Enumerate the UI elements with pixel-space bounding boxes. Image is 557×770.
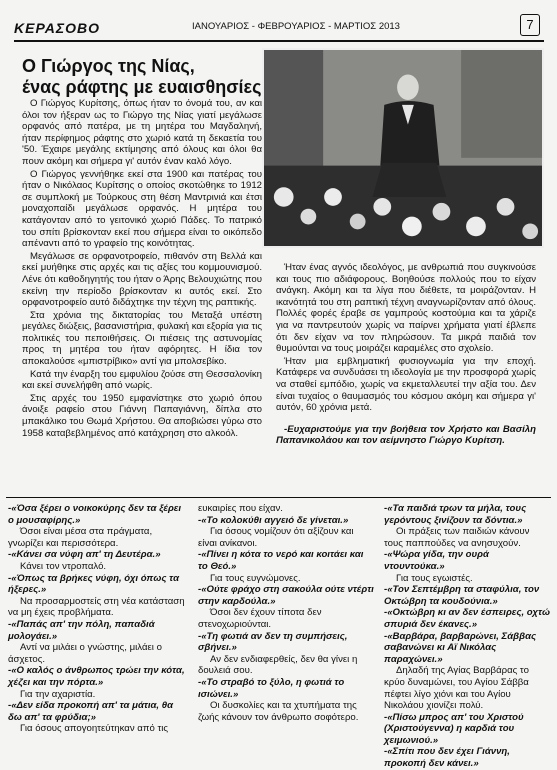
saying-explanation: Αντί να μιλάει ο γνώστης, μιλάει ο άσχετος. (8, 642, 162, 665)
saying-text: -«Δεν είδα προκοπή απ' τα μάτια, θα δω απ' τα φρύδια;» (8, 700, 174, 723)
saying-explanation: Για τους εγωιστές. (396, 572, 473, 584)
paragraph: Ήταν μια εμβληματική φυσιογνωμία για την εποχή. Κατάφερε να συνδυάσει τη ιδεολογία με την προσφορά χωρίς να σταθεί εμπόδιο, χωρίς να εκμεταλλευτεί την αξία του. Δεν είναι τυχαίος ο θαυμασμός του κόσμου ακόμη και σήμερα γι' αυτόν, 60 χρόνια μετά. (276, 355, 536, 414)
article-title (22, 56, 262, 98)
paragraph: Κατά την έναρξη του εμφυλίου ζούσε στη Θεσσαλονίκη και εκεί συνελήφθη από νωρίς. (22, 368, 262, 392)
saying-text: -«Παπάς απ' την πόλη, παπαδιά μολογάει.» (8, 618, 155, 642)
article-column-2 (276, 262, 536, 448)
saying-explanation: Αν δεν ενδιαφερθείς, δεν θα γίνει η δουλειά σου. (198, 653, 358, 677)
saying-explanation: Δηλαδή της Αγίας Βαρβάρας το κρύο δυναμώνει, του Αγίου Σάββα πέφτει λίγο χιόνι και του Αγίου Νικολάου χιονίζει πολύ. (384, 665, 529, 712)
saying-text: -«Το στραβό το ξύλο, η φωτιά το ισιώνει.» (198, 676, 345, 700)
saying-explanation: Οι πράξεις των παιδιών κάνουν τους παππούδες να ανησυχούν. (384, 526, 530, 549)
saying-text: -«Το κολοκύθι αγγειό δε γίνεται.» (198, 514, 349, 526)
paragraph: Ο Γιώργος γεννήθηκε εκεί στα 1900 και πατέρας του ήταν ο Νικόλαος Κυρίτσης ο οποίος σκοτώθηκε το 1912 σε συμπλοκή με Τούρκους στη θέση Μαντρινιά και έτσι μοναχοπαίδι μεγάλωσε ορφανός. Η μητέρα του κατάγονταν από το γειτονικό χωριό Πάδες. Το πατρικό του σπίτι βρίσκονταν εκεί που σήμερα είναι το οικόπεδο απέναντι από το γραφείο της κοινότητας. (22, 168, 262, 250)
saying-text: -«Οκτώβρη κι αν δεν έσπειρες, οχτώ σπυριά δεν έκανες.» (384, 607, 551, 630)
credit-line: -Ευχαριστούμε για την βοήθεια τον Χρήστο και Βασίλη Παπανικολάου και τον αείμνηστο Γιώργο Κυρίτση. (276, 423, 536, 447)
sayings-column-3 (384, 503, 550, 770)
saying-text: -«Βαρβάρα, βαρβαρώνει, Σάββας σαβανώνει κι Αϊ Νικόλας παραχώνει.» (384, 630, 537, 665)
saying-explanation: Για όσους νομίζουν ότι αξίζουν και είναι ανίκανοι. (198, 526, 354, 549)
saying-explanation: Όσοι δεν έχουν τίποτα δεν στενοχωριούνται. (198, 607, 322, 630)
saying-text: -«Πίνει η κότα το νερό και κοιτάει και το Θεό.» (198, 549, 364, 572)
saying-explanation: Να προσαρμοστείς στη νέα κατάσταση να μη έχεις προβλήματα. (8, 595, 185, 619)
title-line-2: ένας ράφτης με ευαισθησίες (22, 77, 262, 97)
paragraph: Μεγάλωσε σε ορφανοτροφείο, πιθανόν στη Βελλά και εκεί μυήθηκε στις αρχές και τις αξίες του κομμουνισμού. Λένε ότι καθοδηγητής του ήταν ο Άρης Βελουχιώτης που εκείνη την περίοδο βρίσκονταν κι αυτός εκεί. Στο ορφανοτροφείο αυτό διδάχτηκε την τέχνη της ραπτικής. (22, 250, 262, 309)
saying-explanation: ευκαιρίες που είχαν. (198, 503, 283, 514)
saying-text: -«Τον Σεπτέμβρη τα σταφύλια, τον Οκτώβρη τα κουδούνια.» (384, 584, 540, 607)
paragraph: Στα χρόνια της δικτατορίας του Μεταξά υπέστη μεγάλες διώξεις, βασανιστήρια, φυλακή και εξορία για τις πολιτικές του πεποιθήσεις. Οι πιέσεις της αστυνομίας προς τη μητέρα του ήταν αφόρητες. Η ίδια τον αποκαλούσε «μπιστρίβικο» αντί για μπολσεβίκο. (22, 309, 262, 368)
saying-explanation: Για όσους απογοητεύτηκαν από τις (20, 723, 169, 735)
saying-text: -«Όπως τα βρήκες νύφη, όχι όπως τα ήξερες.» (8, 572, 180, 596)
paragraph: Ήταν ένας αγνός ιδεολόγος, με ανθρωπιά που συγκινούσε και τους πιο αδιάφορους. Βοηθούσε πολλούς που το είχαν ανάγκη. Ακόμη και τα λίγα που διέθετε, τα μοιράζονταν. Η ικανότητά του στη ραπτική τέχνη αναγνωρίζονταν από όλους. Πολλές φορές έραβε σε γαμπρούς κοστούμια και τα χάριζε για να παντρευτούν χωρίς να παίρνει χρήματα γιατί έβλεπε ότι δεν είχαν να τον πληρώσουν. Τα μικρά παιδιά τον θυμούνται να τους μοιράζει καραμέλες στο σχολείο. (276, 262, 536, 355)
saying-text: -«Πίσω μπρος απ' του Χριστού (Χριστούγεννα) η καρδιά του χειμωνιού.» (384, 711, 524, 746)
paragraph: Στις αρχές του 1950 εμφανίστηκε στο χωριό όπου άνοιξε ραφείο στου Γιάννη Παπαγιάννη, δίπλα στο μπακάλικο του Θωμά Χρήστου. Θα αποβιώσει γύρω στο 1958 καταβεβλημένος από κατάχρηση στο αλκοόλ. (22, 392, 262, 439)
saying-explanation: Οι δυσκολίες και τα χτυπήματα της ζωής κάνουν τον άνθρωπο σοφότερο. (198, 700, 359, 723)
portrait-photo (262, 48, 544, 248)
saying-text: -«Τη φωτιά αν δεν τη συμπήσεις, σβήνει.» (198, 630, 348, 654)
saying-explanation: Όσοι είναι μέσα στα πράγματα, γνωρίζει και περισσότερα. (8, 526, 153, 549)
saying-text: -«Σπίτι που δεν έχει Γιάννη, προκοπή δεν κάνει.» (384, 746, 510, 770)
saying-explanation: Κάνει τον ντροπαλό. (20, 560, 107, 572)
saying-explanation: Για την αχαριστία. (20, 688, 96, 700)
section-divider (6, 497, 551, 498)
title-line-1: Ο Γιώργος της Νίας, (22, 56, 195, 76)
saying-text: -«Τα παιδιά τρων τα μήλα, τους γερόντους ξινίζουν τα δόντια.» (384, 503, 527, 526)
saying-text: -«Ψώρα γίδα, την ουρά ντουντούκα.» (384, 549, 489, 572)
saying-text: -«Ούτε φράχο στη σακούλα ούτε ντέρτι στην καρδούλα.» (198, 584, 374, 607)
saying-text: -«Κάνει σα νύφη απ' τη Δευτέρα.» (8, 549, 161, 561)
saying-text: -«Ο καλός ο άνθρωπος τρώει την κότα, χέζει και την πόρτα.» (8, 665, 185, 688)
dateline: ΙΑΝΟΥΑΡΙΟΣ - ΦΕΒΡΟΥΑΡΙΟΣ - ΜΑΡΤΙΟΣ 2013 (192, 21, 400, 32)
saying-explanation: Για τους ευγνώμονες. (210, 572, 301, 584)
sayings-column-2 (198, 503, 374, 723)
article-column-1 (22, 98, 262, 440)
page-header (14, 10, 544, 50)
header-rule (14, 40, 544, 42)
page-number: 7 (520, 14, 540, 36)
saying-text: -«Όσα ξέρει ο νοικοκύρης δεν τα ξέρει ο μουσαφίρης.» (8, 503, 182, 526)
masthead: ΚΕΡΑΣΟΒΟ (14, 20, 101, 36)
sayings-column-1 (8, 503, 186, 735)
paragraph: Ο Γιώργος Κυρίτσης, όπως ήταν το όνομά του, αν και όλοι τον ήξεραν ως το Γιώργο της Νίας γιατί μεγάλωσε ορφανός από πατέρα, με τη μητέρα του Μαγδαληνή, ήταν περίφημος ράφτης στο χωριό κατά τη δεκαετία του '50. Έχαιρε μεγάλης εκτίμησης από όλους και όλοι θα πουν ακόμη και σήμερα γι' αυτόν έναν καλό λόγο. (22, 98, 262, 167)
